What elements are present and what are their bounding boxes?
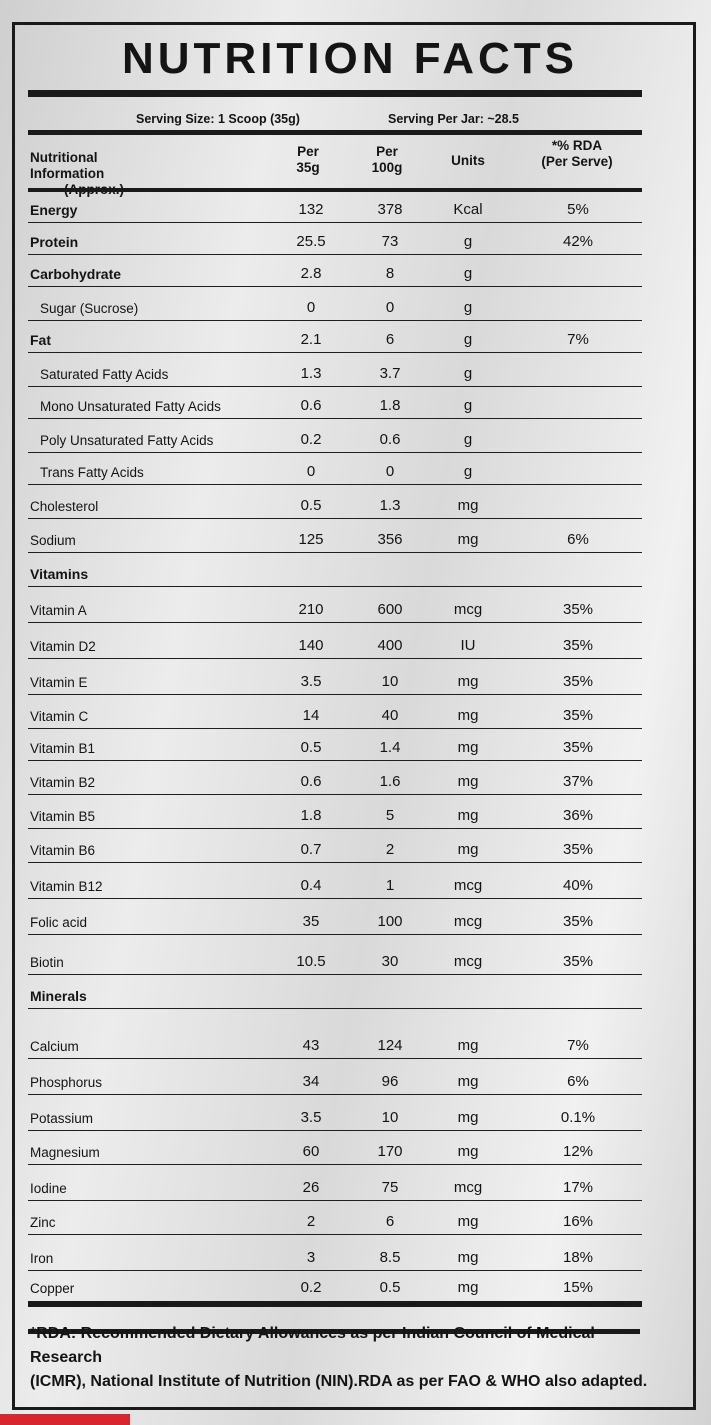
per-100g-value: 0 xyxy=(385,463,395,480)
table-row xyxy=(28,552,642,587)
per-serve-value: 10.5 xyxy=(296,953,326,970)
per-serve-value: 1.8 xyxy=(300,807,322,824)
per-100g-value: 2 xyxy=(385,841,395,858)
nutrient-name: Vitamin B12 xyxy=(30,879,103,894)
nutrient-name: Poly Unsaturated Fatty Acids xyxy=(40,433,214,448)
table-row xyxy=(28,254,642,287)
per-100g-value: 356 xyxy=(377,531,403,548)
unit-value: mg xyxy=(457,739,479,756)
per-100g-value: 378 xyxy=(377,201,403,218)
rda-value: 35% xyxy=(562,601,594,618)
unit-value: IU xyxy=(460,637,476,654)
red-strip xyxy=(0,1414,130,1425)
rda-value: 35% xyxy=(562,637,594,654)
per-serve-value: 3 xyxy=(306,1249,316,1266)
unit-value: g xyxy=(463,397,473,414)
per-100g-value: 10 xyxy=(381,1109,399,1126)
per-100g-value: 5 xyxy=(385,807,395,824)
per-serve-value: 140 xyxy=(298,637,324,654)
header-rda xyxy=(527,138,627,170)
nutrient-name: Vitamin B2 xyxy=(30,775,96,790)
table-row xyxy=(28,1200,642,1235)
rda-value: 35% xyxy=(562,913,594,930)
table-row xyxy=(28,622,642,659)
unit-value: mcg xyxy=(453,913,483,930)
per-100g-value: 1.8 xyxy=(379,397,401,414)
per-serve-value: 43 xyxy=(302,1037,320,1054)
nutrient-name: Copper xyxy=(30,1281,75,1296)
rda-value: 6% xyxy=(567,1073,589,1090)
per-serve-value: 14 xyxy=(302,707,320,724)
per-100g-value: 0 xyxy=(385,299,395,316)
per-100g-value: 170 xyxy=(377,1143,403,1160)
nutrient-name: Iron xyxy=(30,1251,54,1266)
rda-value: 35% xyxy=(562,841,594,858)
table-row xyxy=(28,1234,642,1271)
per-serve-value: 0.5 xyxy=(300,739,322,756)
table-row xyxy=(28,286,642,321)
per-100g-value: 124 xyxy=(377,1037,403,1054)
nutrient-name: Vitamin D2 xyxy=(30,639,96,654)
rda-value: 35% xyxy=(562,953,594,970)
unit-value: mg xyxy=(457,1279,479,1296)
table-row xyxy=(28,192,642,223)
unit-value: mg xyxy=(457,807,479,824)
nutrient-name: Vitamin B1 xyxy=(30,741,96,756)
per-serve-value: 0.6 xyxy=(300,397,322,414)
table-row xyxy=(28,222,642,255)
unit-value: mcg xyxy=(453,953,483,970)
per-serve-value: 34 xyxy=(302,1073,320,1090)
per-100g-value: 30 xyxy=(381,953,399,970)
table-row xyxy=(28,934,642,975)
per-serve-value: 0.7 xyxy=(300,841,322,858)
unit-value: mg xyxy=(457,1037,479,1054)
table-row xyxy=(28,760,642,795)
rda-value: 35% xyxy=(562,739,594,756)
per-serve-value: 0.4 xyxy=(300,877,322,894)
footnote-line1: *RDA: Recommended Dietary Allowances as per Indian Council of Medical Research xyxy=(30,1325,595,1366)
table-row xyxy=(28,452,642,485)
header-nutrient-label: Nutritional Information xyxy=(30,150,105,181)
header-per-serve xyxy=(283,144,333,176)
per-100g-value: 10 xyxy=(381,673,399,690)
per-serve-value: 1.3 xyxy=(300,365,322,382)
unit-value: g xyxy=(463,463,473,480)
per-serve-value: 3.5 xyxy=(300,1109,322,1126)
unit-value: mcg xyxy=(453,601,483,618)
nutrient-name: Vitamin E xyxy=(30,675,88,690)
table-row xyxy=(28,694,642,729)
nutrient-name: Vitamins xyxy=(30,566,89,582)
per-100g-value: 3.7 xyxy=(379,365,401,382)
nutrient-name: Energy xyxy=(30,202,78,218)
table-row xyxy=(28,728,642,761)
nutrient-name: Magnesium xyxy=(30,1145,100,1160)
nutrient-name: Vitamin B5 xyxy=(30,809,96,824)
unit-value: mg xyxy=(457,1213,479,1230)
per-100g-value: 600 xyxy=(377,601,403,618)
rda-value: 5% xyxy=(567,201,589,218)
per-serve-value: 132 xyxy=(298,201,324,218)
table-row xyxy=(28,974,642,1009)
nutrient-name: Mono Unsaturated Fatty Acids xyxy=(40,399,221,414)
rda-value: 42% xyxy=(562,233,594,250)
header-rda-line2: (Per Serve) xyxy=(541,154,613,169)
table-row xyxy=(28,1008,642,1059)
rda-value: 12% xyxy=(562,1143,594,1160)
title-rule xyxy=(28,90,642,97)
per-serve-value: 0.5 xyxy=(300,497,322,514)
unit-value: g xyxy=(463,299,473,316)
nutrient-name: Protein xyxy=(30,234,79,250)
table-row xyxy=(28,518,642,553)
per-serve-value: 125 xyxy=(298,531,324,548)
serving-rule xyxy=(28,130,642,135)
header-per-serve-line2: 35g xyxy=(296,160,320,175)
unit-value: mg xyxy=(457,1249,479,1266)
per-100g-value: 96 xyxy=(381,1073,399,1090)
unit-value: mg xyxy=(457,773,479,790)
unit-value: Kcal xyxy=(453,201,483,218)
table-row xyxy=(28,898,642,935)
table-row xyxy=(28,484,642,519)
per-100g-value: 8.5 xyxy=(379,1249,401,1266)
table-row xyxy=(28,1094,642,1131)
per-100g-value: 8 xyxy=(385,265,395,282)
unit-value: mg xyxy=(457,707,479,724)
per-serve-value: 0.2 xyxy=(300,431,322,448)
nutrient-name: Vitamin C xyxy=(30,709,89,724)
per-100g-value: 100 xyxy=(377,913,403,930)
table-row xyxy=(28,320,642,353)
unit-value: mcg xyxy=(453,1179,483,1196)
header-per-100g xyxy=(362,144,412,176)
nutrient-name: Sugar (Sucrose) xyxy=(40,301,139,316)
nutrient-name: Minerals xyxy=(30,988,87,1004)
per-100g-value: 0.5 xyxy=(379,1279,401,1296)
rda-value: 40% xyxy=(562,877,594,894)
per-serve-value: 2.1 xyxy=(300,331,322,348)
nutrient-name: Folic acid xyxy=(30,915,88,930)
rda-value: 16% xyxy=(562,1213,594,1230)
unit-value: mg xyxy=(457,531,479,548)
per-100g-value: 6 xyxy=(385,331,395,348)
nutrient-name: Vitamin A xyxy=(30,603,87,618)
per-serve-value: 2 xyxy=(306,1213,316,1230)
unit-value: mg xyxy=(457,673,479,690)
unit-value: mg xyxy=(457,841,479,858)
per-100g-value: 73 xyxy=(381,233,399,250)
unit-value: g xyxy=(463,431,473,448)
unit-value: mg xyxy=(457,1143,479,1160)
nutrient-name: Biotin xyxy=(30,955,64,970)
header-per-serve-line1: Per xyxy=(297,144,319,159)
table-row xyxy=(28,862,642,899)
rda-value: 17% xyxy=(562,1179,594,1196)
unit-value: g xyxy=(463,265,473,282)
per-serve-value: 60 xyxy=(302,1143,320,1160)
nutrient-name: Potassium xyxy=(30,1111,94,1126)
table-row xyxy=(28,828,642,863)
rda-value: 7% xyxy=(567,331,589,348)
per-serve-value: 2.8 xyxy=(300,265,322,282)
per-serve-value: 3.5 xyxy=(300,673,322,690)
per-serve-value: 0 xyxy=(306,299,316,316)
table-row xyxy=(28,658,642,695)
nutrient-name: Trans Fatty Acids xyxy=(40,465,144,480)
table-row xyxy=(28,1130,642,1165)
nutrient-name: Saturated Fatty Acids xyxy=(40,367,169,382)
unit-value: g xyxy=(463,331,473,348)
serving-per-jar: Serving Per Jar: ~28.5 xyxy=(388,112,519,126)
per-100g-value: 0.6 xyxy=(379,431,401,448)
serving-size: Serving Size: 1 Scoop (35g) xyxy=(136,112,300,126)
per-serve-value: 35 xyxy=(302,913,320,930)
table-row xyxy=(28,1058,642,1095)
table-row xyxy=(28,1164,642,1201)
nutrient-name: Phosphorus xyxy=(30,1075,103,1090)
table-row xyxy=(28,794,642,829)
table-row xyxy=(28,418,642,453)
per-serve-value: 0.2 xyxy=(300,1279,322,1296)
unit-value: mg xyxy=(457,497,479,514)
nutrient-name: Fat xyxy=(30,332,51,348)
rda-value: 18% xyxy=(562,1249,594,1266)
nutrient-name: Iodine xyxy=(30,1181,67,1196)
per-serve-value: 210 xyxy=(298,601,324,618)
table-row xyxy=(28,386,642,419)
table-row xyxy=(28,1270,642,1300)
table-row xyxy=(28,586,642,623)
unit-value: mcg xyxy=(453,877,483,894)
unit-value: mg xyxy=(457,1073,479,1090)
per-100g-value: 40 xyxy=(381,707,399,724)
unit-value: g xyxy=(463,365,473,382)
nutrient-name: Carbohydrate xyxy=(30,266,122,282)
per-serve-value: 26 xyxy=(302,1179,320,1196)
rda-value: 15% xyxy=(562,1279,594,1296)
header-units: Units xyxy=(451,153,485,168)
per-serve-value: 0.6 xyxy=(300,773,322,790)
page-title: NUTRITION FACTS xyxy=(122,34,578,83)
rda-value: 37% xyxy=(562,773,594,790)
unit-value: mg xyxy=(457,1109,479,1126)
header-per-100g-line2: 100g xyxy=(371,160,403,175)
footer-rule-top xyxy=(28,1301,642,1307)
per-serve-value: 25.5 xyxy=(296,233,326,250)
per-serve-value: 0 xyxy=(306,463,316,480)
nutrient-name: Vitamin B6 xyxy=(30,843,96,858)
per-100g-value: 400 xyxy=(377,637,403,654)
table-row xyxy=(28,352,642,387)
nutrient-name: Zinc xyxy=(30,1215,56,1230)
rda-value: 36% xyxy=(562,807,594,824)
per-100g-value: 75 xyxy=(381,1179,399,1196)
rda-value: 35% xyxy=(562,673,594,690)
per-100g-value: 1 xyxy=(385,877,395,894)
rda-value: 0.1% xyxy=(560,1109,596,1126)
per-100g-value: 1.3 xyxy=(379,497,401,514)
nutrient-name: Calcium xyxy=(30,1039,79,1054)
header-rda-line1: *% RDA xyxy=(551,138,603,153)
unit-value: g xyxy=(463,233,473,250)
nutrient-name: Sodium xyxy=(30,533,76,548)
per-100g-value: 1.4 xyxy=(379,739,401,756)
footnote xyxy=(30,1322,670,1394)
footnote-line2: (ICMR), National Institute of Nutrition (NIN).RDA as per FAO & WHO also adapted. xyxy=(30,1373,648,1390)
rda-value: 35% xyxy=(562,707,594,724)
header-per-100g-line1: Per xyxy=(376,144,398,159)
per-100g-value: 1.6 xyxy=(379,773,401,790)
nutrient-name: Cholesterol xyxy=(30,499,99,514)
rda-value: 7% xyxy=(567,1037,589,1054)
per-100g-value: 6 xyxy=(385,1213,395,1230)
rda-value: 6% xyxy=(567,531,589,548)
